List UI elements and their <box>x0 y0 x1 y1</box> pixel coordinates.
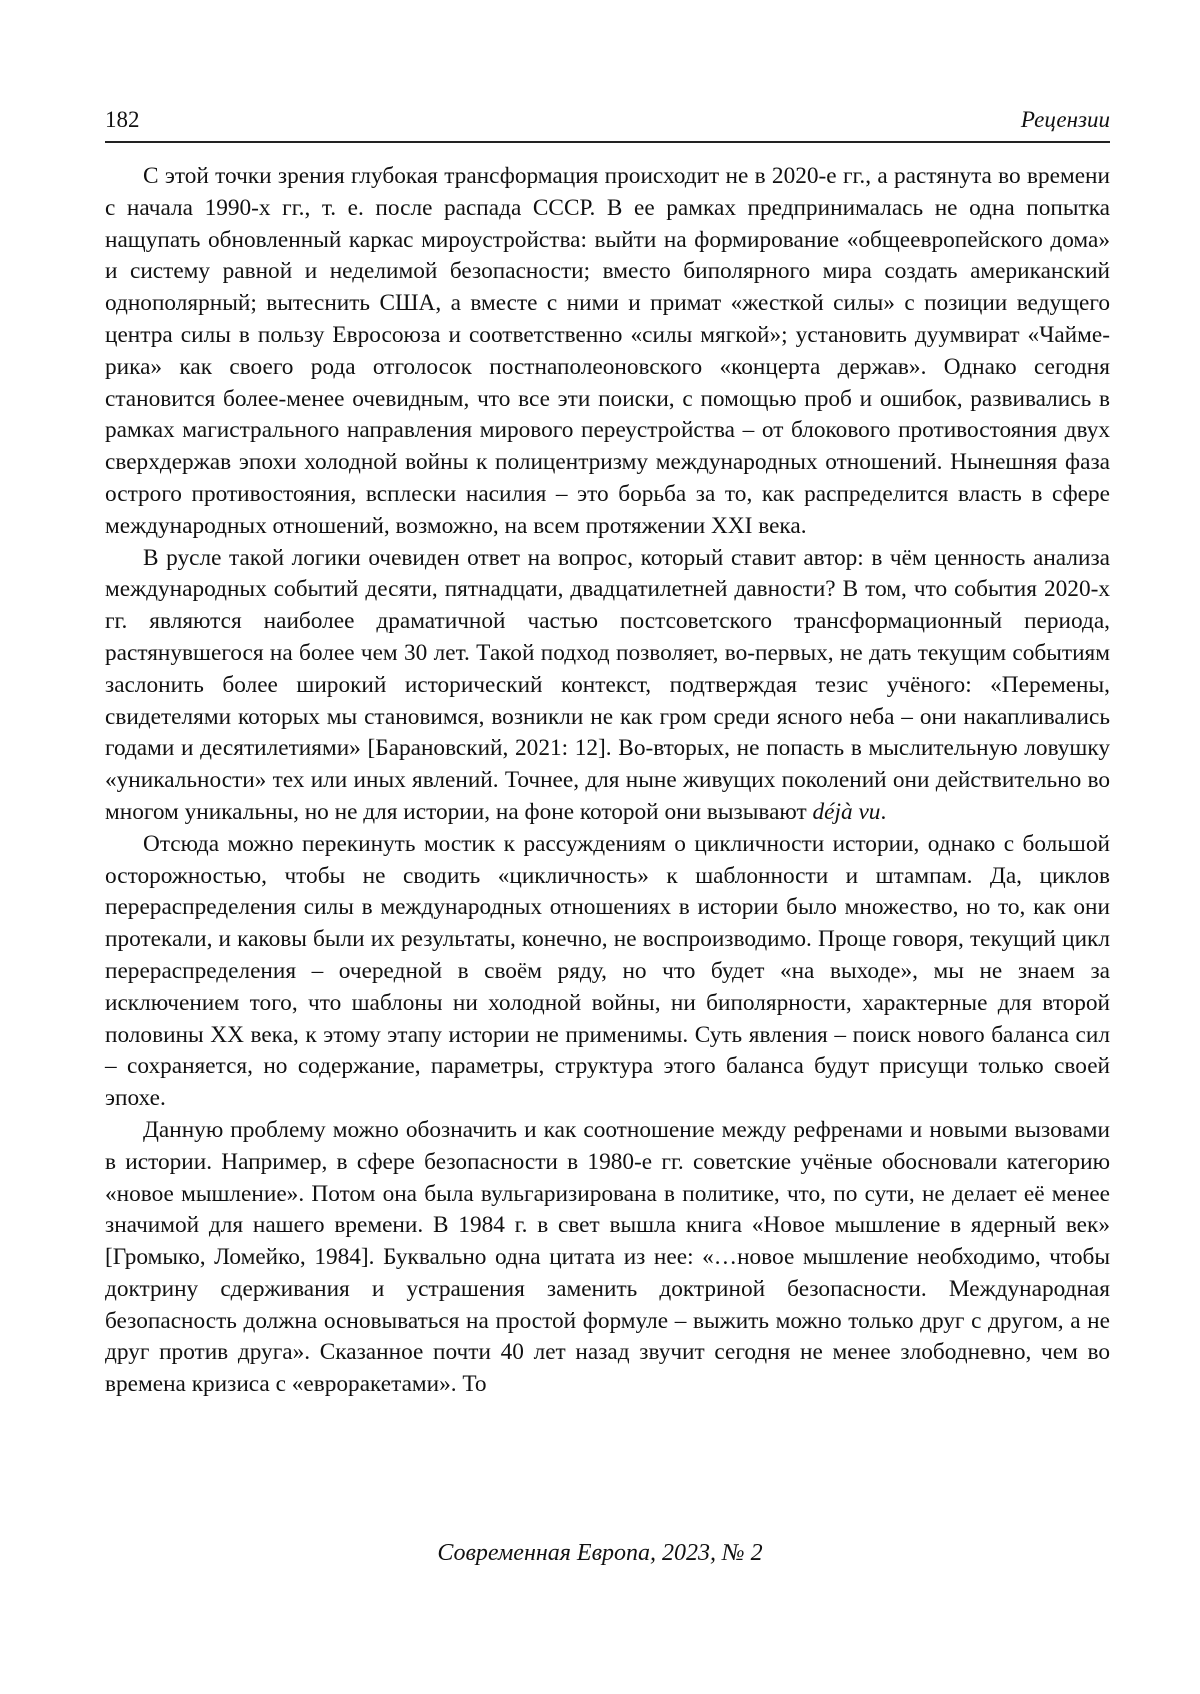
article-body <box>105 161 1110 1401</box>
paragraph: Отсюда можно перекинуть мостик к рассуждениям о цикличности истории, однако с большой осторожностью, чтобы не сводить «цикличность» к шаблонности и штампам. Да, циклов перераспределения силы в международных отношениях в истории было множество, но то, как они протекали, и каковы были их результаты, конечно, не воспроизводимо. Проще говоря, текущий цикл перераспределения – очередной в своём ряду, но что будет «на выходе», мы не знаем за исключением того, что шаблоны ни холодной войны, ни биполярности, характерные для второй половины XX века, к этому этапу истории не применимы. Суть явления – поиск нового баланса сил – сохраняется, но содержание, параметры, структура этого баланса будут присущи только своей эпохе. <box>105 830 1110 1112</box>
paragraph-text: В русле такой логики очевиден ответ на вопрос, который ставит автор: в чём ценность анализа международных событий десяти, пятнадцати, двадцатилетней давности? В том, что события 2020-х гг. являются наиболее драматичной частью постсоветского трансформационный периода, растянувшегося на более чем 30 лет. Такой подход позволяет, во-первых, не дать текущим событиям заслонить более широкий исторический контекст, подтверждая тезис учёного: «Перемены, свидетелями которых мы становимся, возникли не как гром среди ясного неба – они накапливались годами и десятилетиями» [Барановский, 2021: 12]. Во-вторых, не попасть в мыслительную ловушку «уникальности» тех или иных явлений. Точнее, для ныне живущих поколений они действительно во многом уникальны, но не для истории, на фоне которой они вызывают <box>105 544 1110 825</box>
journal-footer: Современная Европа, 2023, № 2 <box>437 1540 763 1566</box>
section-title: Рецензии <box>1020 107 1110 132</box>
emphasis-text: déjà vu <box>812 798 881 825</box>
paragraph: С этой точки зрения глубокая трансформация происходит не в 2020-е гг., а растянута во времени с начала 1990-х гг., т. е. после распада СССР. В ее рамках предпринималась не одна попытка нащупать обновленный каркас мироустройства: выйти на формирование «общеевропейского дома» и систему равной и неделимой безопасности; вместо биполярного мира создать американский однополярный; вытеснить США, а вместе с ними и примат «жесткой силы» с позиции ведущего центра силы в пользу Евросоюза и соответственно «силы мягкой»; установить дуумвират «Чаймерика» как своего рода отголосок постнаполеоновского «концерта держав». Однако сегодня становится более-менее очевидным, что все эти поиски, с помощью проб и ошибок, развивались в рамках магистрального направления мирового переустройства – от блокового противостояния двух сверхдержав эпохи холодной войны к полицентризму международных отношений. Нынешняя фаза острого противостояния, всплески насилия – это борьба за то, как распределится власть в сфере международных отношений, возможно, на всем протяжении XXI века. <box>105 163 1110 539</box>
paragraph: Данную проблему можно обозначить и как соотношение между рефренами и новыми вызовами в истории. Например, в сфере безопасности в 1980-е гг. советские учёные обосновали категорию «новое мышление». Потом она была вульгаризирована в политике, что, по сути, не делает её менее значимой для нашего времени. В 1984 г. в свет вышла книга «Новое мышление в ядерный век» [Громыко, Ломейко, 1984]. Буквально одна цитата из нее: «…новое мышление необходимо, чтобы доктрину сдерживания и устрашения заменить доктриной безопасности. Международная безопасность должна основываться на простой формуле – выжить можно только друг с другом, а не друг против друга». Сказанное почти 40 лет назад звучит сегодня не менее злободневно, чем во времена кризиса с «евроракетами». То <box>105 1116 1110 1398</box>
page-header <box>105 103 1110 143</box>
page-number: 182 <box>105 107 140 132</box>
paragraph <box>105 543 1110 829</box>
paragraph-tail: . <box>880 798 887 825</box>
